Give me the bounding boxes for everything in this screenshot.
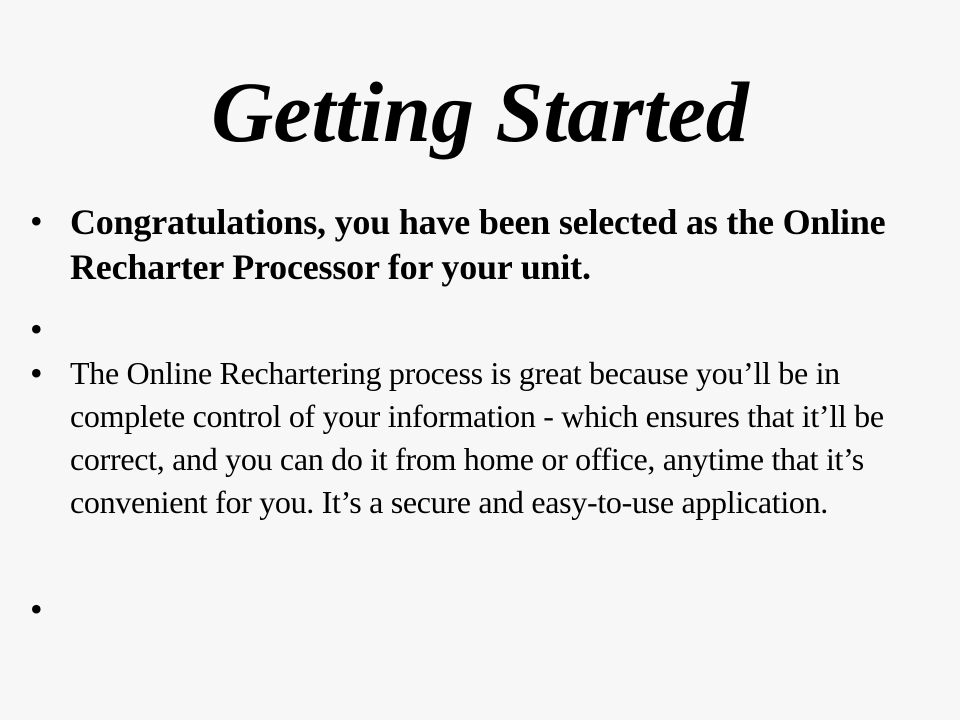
bullet-dot-icon: • (30, 309, 43, 349)
bullet-item (0, 350, 960, 588)
bullet-dot-icon: • (30, 589, 43, 629)
bullet-list (0, 200, 960, 630)
bullet-item (0, 200, 960, 308)
slide-title: Getting Started (211, 64, 749, 160)
bullet-dot-icon: • (30, 201, 43, 241)
bullet-text: The Online Rechartering process is great because you’ll be in complete control of your information - which ensures that it’ll be correct, and you can do it from home or office, anytime that it’s convenient for you. It’s a secure and easy-to-use application. (70, 355, 884, 520)
bullet-text: Congratulations, you have been selected as the Online Recharter Processor for your unit. (70, 202, 886, 287)
bullet-item-empty (0, 588, 960, 630)
bullet-dot-icon: • (30, 353, 43, 393)
bullet-item-empty (0, 308, 960, 350)
